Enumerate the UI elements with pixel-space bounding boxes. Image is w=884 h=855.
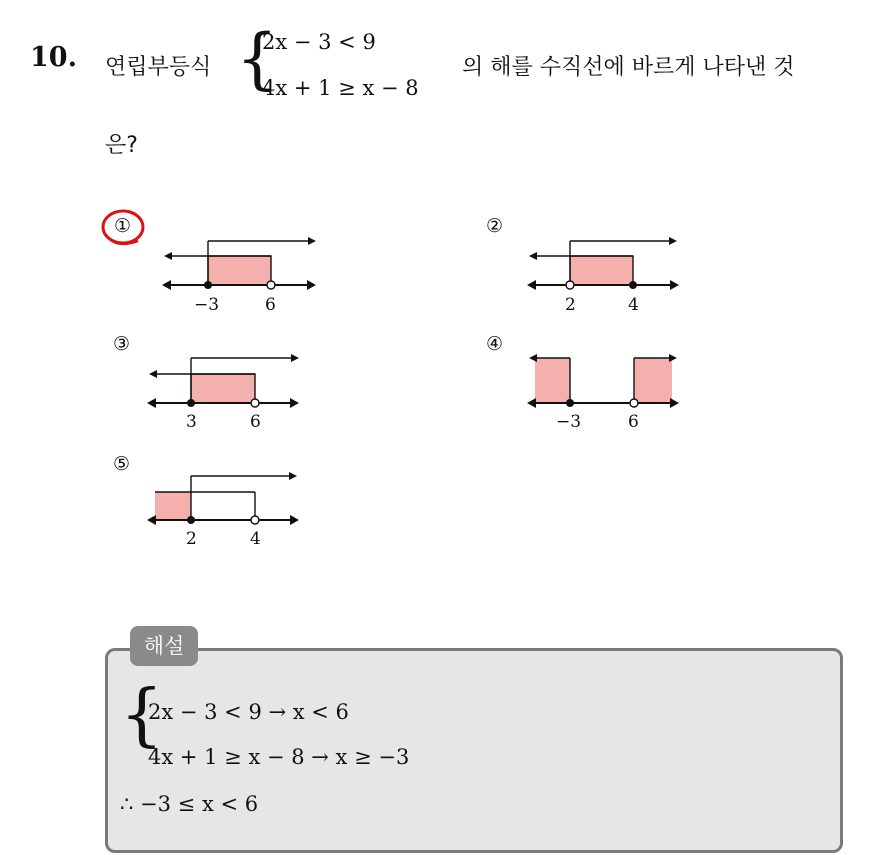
number-line-5 — [145, 465, 305, 550]
number-line-2 — [525, 230, 685, 315]
shaded-region — [191, 374, 255, 403]
tick-label: 6 — [628, 412, 639, 432]
closed-point — [187, 516, 195, 524]
option-5-label: ⑤ — [113, 453, 131, 475]
closed-point — [629, 281, 637, 289]
solution-brace: { — [120, 676, 164, 755]
option-3-label: ③ — [113, 333, 131, 355]
tick-label: 4 — [250, 529, 261, 549]
shaded-region — [535, 358, 570, 403]
question-suffix: 의 해를 수직선에 바르게 나타낸 것 — [462, 55, 795, 80]
closed-point — [187, 399, 195, 407]
number-line-1 — [160, 230, 320, 315]
question-prefix: 연립부등식 — [105, 55, 212, 80]
tick-label: 2 — [186, 529, 197, 549]
number-line-3 — [145, 347, 305, 432]
option-4-label: ④ — [486, 333, 504, 355]
system-brace: { — [236, 20, 278, 97]
open-point — [251, 399, 259, 407]
number-line-4 — [525, 347, 685, 432]
question-number: 10. — [30, 42, 77, 73]
option-4[interactable] — [486, 333, 503, 355]
shaded-region — [208, 256, 271, 285]
tick-label: 2 — [565, 295, 576, 315]
option-5[interactable] — [113, 453, 130, 475]
closed-point — [566, 399, 574, 407]
tick-label: 3 — [186, 412, 197, 432]
inequality-1: 2x − 3 < 9 — [262, 30, 376, 54]
open-point — [267, 281, 275, 289]
shaded-region — [570, 256, 633, 285]
option-1[interactable] — [98, 205, 148, 253]
option-1-label: ① — [114, 215, 132, 237]
option-3[interactable] — [113, 333, 130, 355]
shaded-region — [634, 358, 672, 403]
tick-label: −3 — [194, 295, 220, 315]
tick-label: 4 — [628, 295, 639, 315]
selected-mark-icon — [98, 205, 148, 253]
solution-line-2: 4x + 1 ≥ x − 8 → x ≥ −3 — [148, 745, 410, 769]
question-line2: 은? — [105, 133, 138, 158]
solution-line-1: 2x − 3 < 9 → x < 6 — [148, 700, 349, 724]
open-point — [630, 399, 638, 407]
tick-label: 6 — [265, 295, 276, 315]
open-point — [251, 516, 259, 524]
option-2-label: ② — [486, 215, 504, 237]
solution-conclusion: ∴ −3 ≤ x < 6 — [120, 792, 259, 816]
open-point — [566, 281, 574, 289]
solution-tab: 해설 — [130, 626, 198, 666]
tick-label: 6 — [250, 412, 261, 432]
closed-point — [204, 281, 212, 289]
shaded-region — [155, 492, 191, 520]
tick-label: −3 — [556, 412, 582, 432]
inequality-2: 4x + 1 ≥ x − 8 — [262, 76, 419, 100]
option-2[interactable] — [486, 215, 503, 237]
